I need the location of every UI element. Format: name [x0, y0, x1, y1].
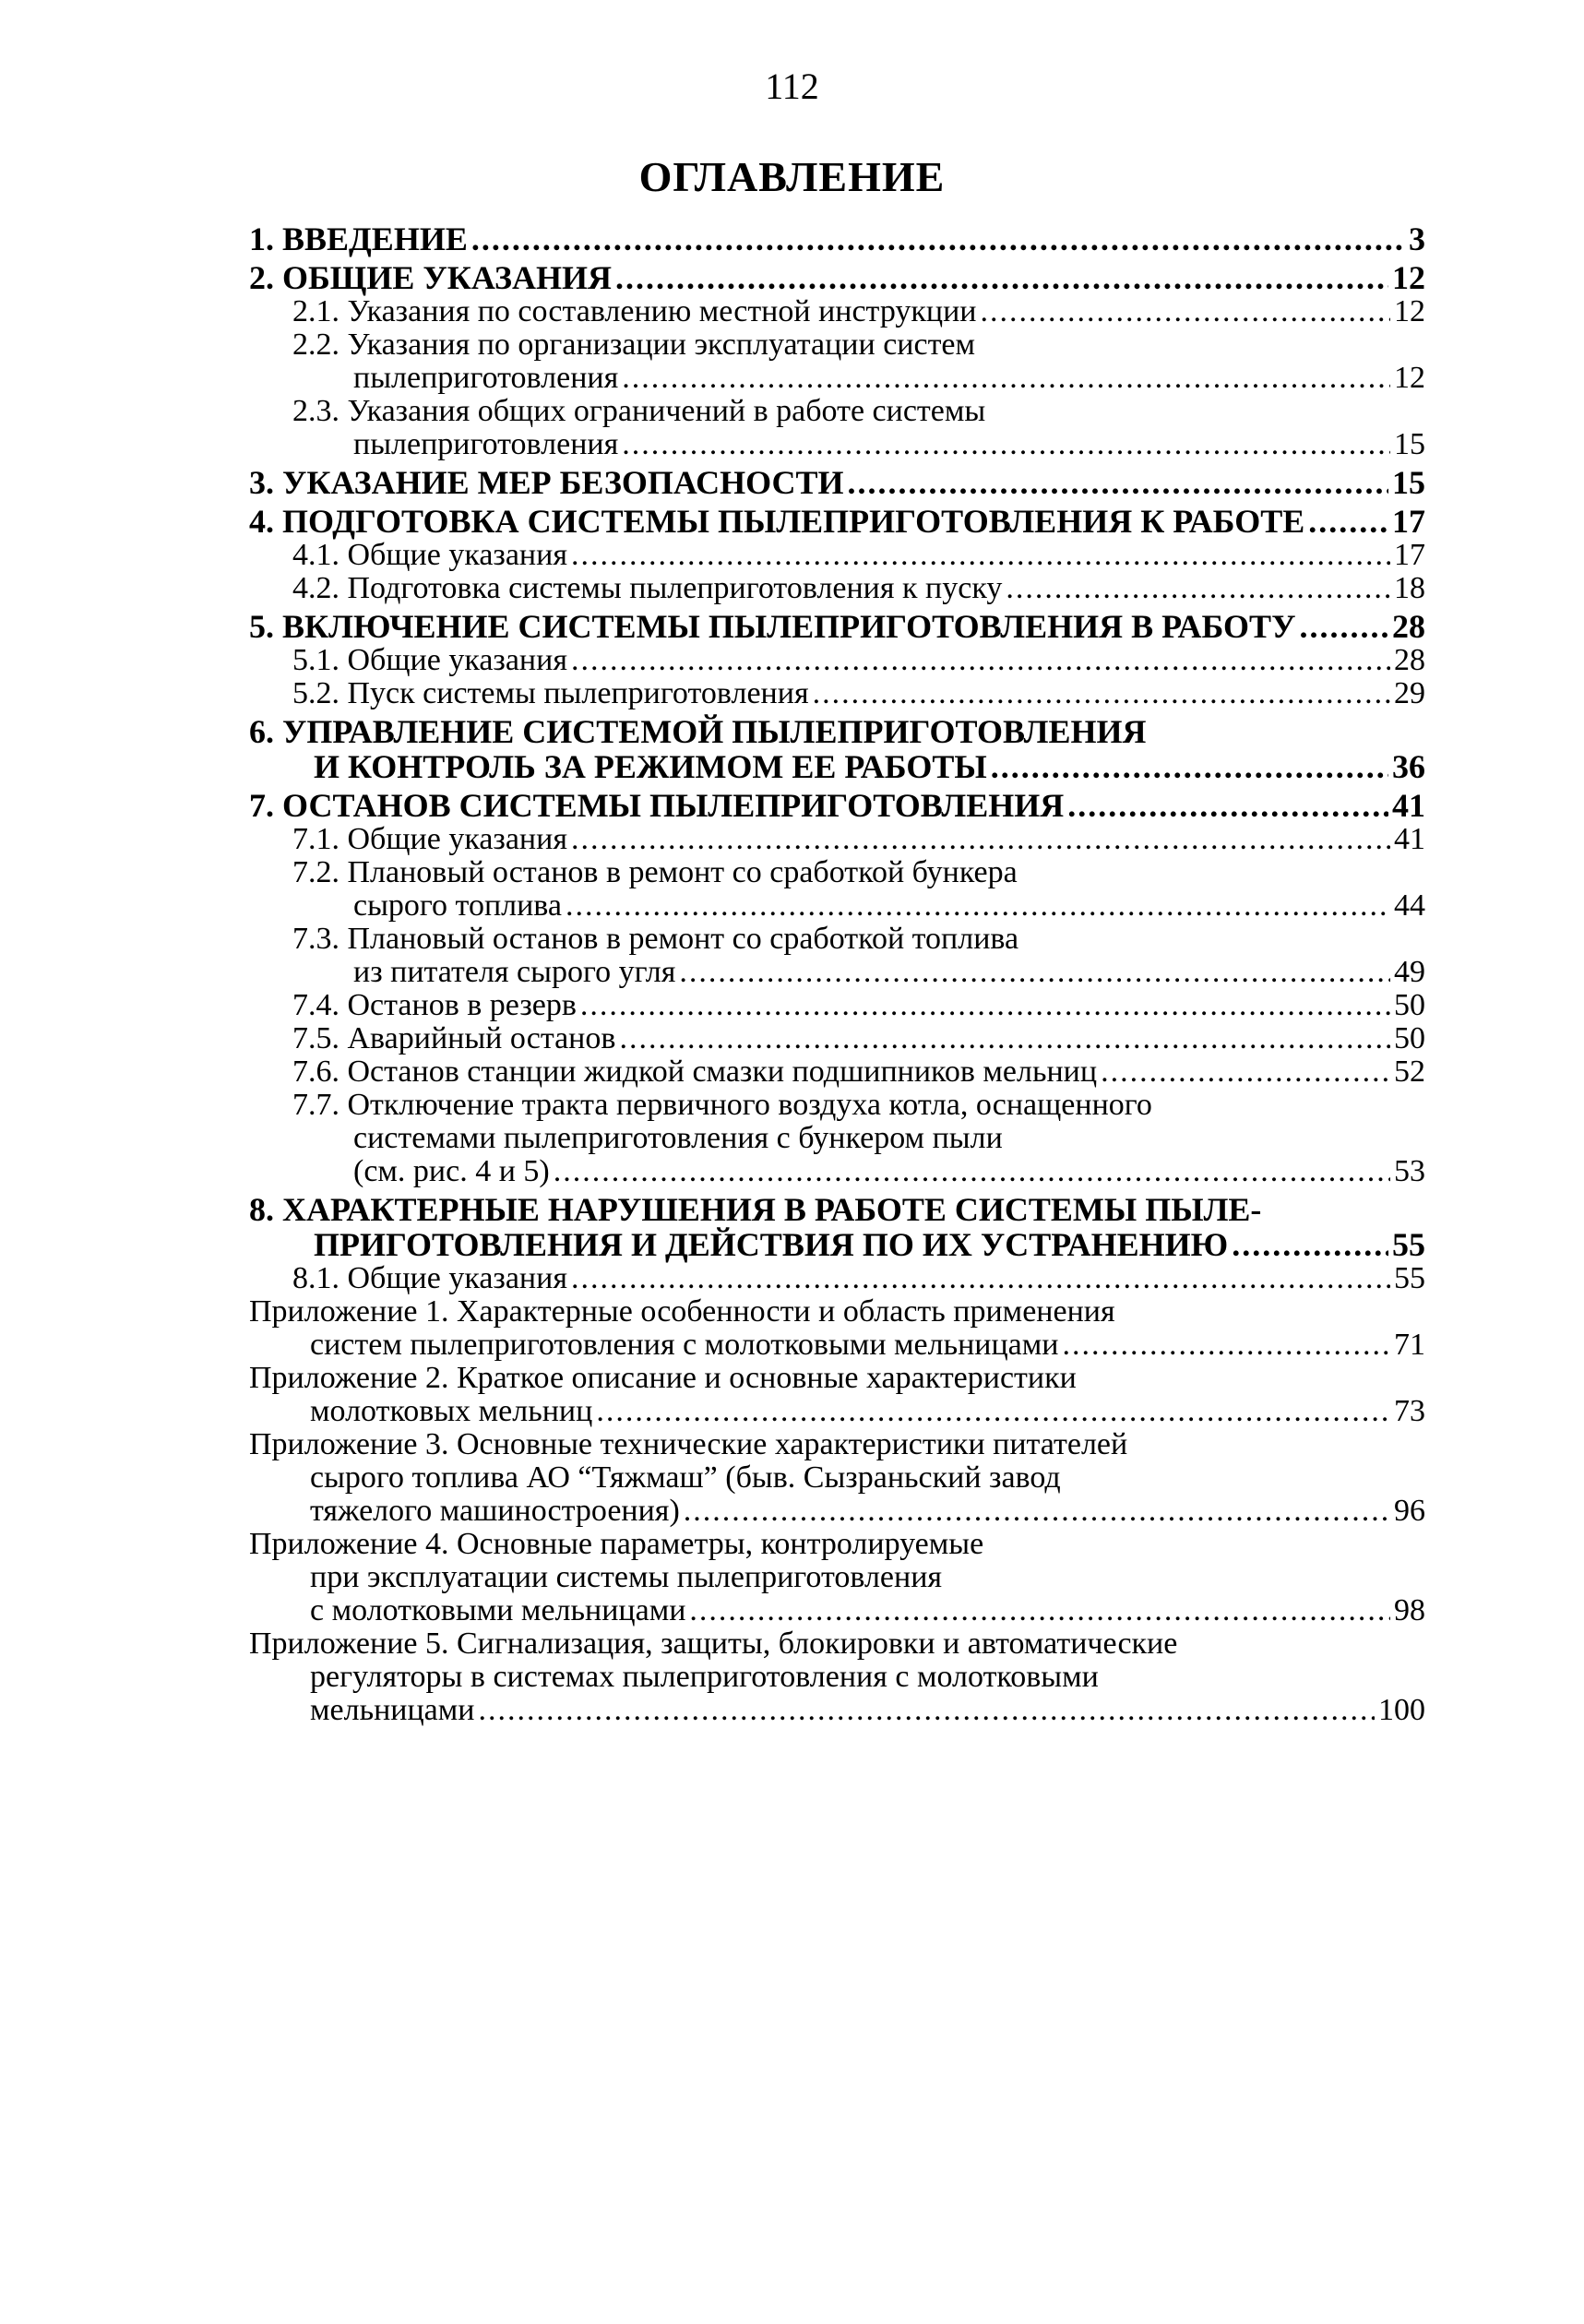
toc-entry-page: 36: [1392, 748, 1425, 785]
toc-entry-line: [292, 572, 1425, 605]
dot-leader: [571, 539, 1390, 572]
toc-entry-title: тяжелого машиностроения): [310, 1494, 680, 1528]
toc-entry-sub: [249, 856, 1425, 923]
toc-entry-line: [249, 788, 1425, 823]
toc-entry-page: 17: [1394, 538, 1425, 572]
toc-entry-text-line: системами пылеприготовления с бункером пыли: [353, 1121, 1003, 1155]
toc-entry-line: [292, 644, 1425, 677]
toc-entry-page: 52: [1394, 1055, 1425, 1089]
toc-entry-line: [249, 1594, 1425, 1627]
dot-leader: [813, 677, 1390, 710]
toc-entry-appendix: [249, 1295, 1425, 1362]
toc-entry-line: [292, 1055, 1425, 1089]
toc-entry-title: систем пылеприготовления с молотковыми мельницами: [310, 1328, 1059, 1362]
toc-entry-page: 3: [1409, 220, 1425, 257]
toc-entry-line: [249, 504, 1425, 539]
toc-entry-title: 7. ОСТАНОВ СИСТЕМЫ ПЫЛЕПРИГОТОВЛЕНИЯ: [249, 787, 1065, 824]
toc-entry-page: 41: [1392, 787, 1425, 824]
toc-entry-title: 8.1. Общие указания: [292, 1261, 567, 1295]
toc-entry-page: 55: [1394, 1261, 1425, 1295]
toc-entry-page: 50: [1394, 1021, 1425, 1055]
toc-entry-line: [292, 956, 1425, 989]
toc-entry-line: [249, 1495, 1425, 1528]
toc-entry-page: 15: [1394, 427, 1425, 461]
toc-entry-line: [292, 677, 1425, 710]
dot-leader: [622, 428, 1390, 461]
toc-entry-line: [292, 428, 1425, 461]
dot-leader: [615, 260, 1388, 295]
toc-entry-page: 49: [1394, 955, 1425, 989]
toc-title: ОГЛАВЛЕНИЕ: [638, 153, 946, 200]
toc-entry-title: молотковых мельниц: [310, 1394, 593, 1428]
toc-entry-text-line: при эксплуатации системы пылеприготовления: [310, 1560, 943, 1594]
toc-entry-title: 2. ОБЩИЕ УКАЗАНИЯ: [249, 259, 612, 296]
toc-entry-text-line: 7.7. Отключение тракта первичного воздуха котла, оснащенного: [292, 1088, 1152, 1122]
toc-entry-page: 96: [1394, 1494, 1425, 1528]
toc-entry-line: [249, 749, 1425, 784]
toc-entry-sub: [249, 677, 1425, 710]
toc-entry-page: 15: [1392, 464, 1425, 501]
toc-entry-line: [292, 1262, 1425, 1295]
dot-leader: [689, 1594, 1390, 1627]
toc-entry-title: из питателя сырого угля: [353, 955, 676, 989]
dot-leader: [596, 1395, 1390, 1428]
toc-entry-page: 73: [1394, 1394, 1425, 1428]
dot-leader: [571, 644, 1390, 677]
toc-entry-page: 12: [1394, 361, 1425, 395]
toc-entry-line: [292, 1155, 1425, 1188]
dot-leader: [478, 1694, 1375, 1727]
toc-entry-page: 17: [1392, 503, 1425, 540]
dot-leader: [1232, 1227, 1388, 1262]
toc-entry-page: 29: [1394, 676, 1425, 710]
toc-entry-text-line: Приложение 4. Основные параметры, контролируемые: [249, 1527, 984, 1561]
toc-entry-line: [249, 260, 1425, 295]
dot-leader: [554, 1155, 1390, 1188]
toc-entry-page: 98: [1394, 1593, 1425, 1627]
toc-entry-text-line: 8. ХАРАКТЕРНЫЕ НАРУШЕНИЯ В РАБОТЕ СИСТЕМЫ ПЫЛЕ-: [249, 1191, 1262, 1228]
toc-entry-chapter: [249, 260, 1425, 295]
toc-entry-title: с молотковыми мельницами: [310, 1593, 686, 1627]
toc-entry-title: 4. ПОДГОТОВКА СИСТЕМЫ ПЫЛЕПРИГОТОВЛЕНИЯ К РАБОТЕ: [249, 503, 1305, 540]
toc-entry-sub: [249, 644, 1425, 677]
toc-entry-title: 5.2. Пуск системы пылеприготовления: [292, 676, 809, 710]
dot-leader: [1062, 1329, 1390, 1362]
dot-leader: [848, 465, 1388, 500]
toc-entry-sub: [249, 989, 1425, 1022]
toc-entry-appendix: [249, 1362, 1425, 1428]
toc-entry-text-line: сырого топлива АО “Тяжмаш” (быв. Сызраньский завод: [310, 1460, 1061, 1495]
toc-entry-title: 7.4. Останов в резерв: [292, 988, 577, 1022]
toc-entry-title: И КОНТРОЛЬ ЗА РЕЖИМОМ ЕЕ РАБОТЫ: [314, 748, 987, 785]
dot-leader: [991, 749, 1388, 784]
table-of-contents: [249, 218, 1425, 1727]
toc-entry-page: 50: [1394, 988, 1425, 1022]
toc-entry-text-line: 2.2. Указания по организации эксплуатации систем: [292, 328, 976, 362]
toc-entry-line: [292, 989, 1425, 1022]
toc-entry-text-line: 7.3. Плановый останов в ремонт со сработкой топлива: [292, 922, 1019, 956]
toc-entry-title: 4.2. Подготовка системы пылеприготовления к пуску: [292, 571, 1003, 605]
toc-entry-sub: [249, 328, 1425, 395]
toc-entry-line: [249, 221, 1425, 256]
toc-entry-chapter: [249, 609, 1425, 644]
dot-leader: [1300, 609, 1389, 644]
toc-entry-chapter: [249, 504, 1425, 539]
toc-entry-line: [292, 295, 1425, 328]
toc-entry-line: [292, 889, 1425, 923]
toc-entry-text-line: Приложение 1. Характерные особенности и область применения: [249, 1294, 1115, 1329]
dot-leader: [679, 956, 1390, 989]
toc-entry-chapter: [249, 788, 1425, 823]
toc-entry-line: [249, 609, 1425, 644]
toc-entry-page: 71: [1394, 1328, 1425, 1362]
toc-entry-title: 1. ВВЕДЕНИЕ: [249, 220, 468, 257]
toc-entry-title: пылеприготовления: [353, 361, 619, 395]
dot-leader: [1006, 572, 1390, 605]
toc-entry-page: 28: [1392, 608, 1425, 645]
toc-entry-text-line: 2.3. Указания общих ограничений в работе системы: [292, 394, 986, 428]
toc-entry-line: [249, 1694, 1425, 1727]
toc-entry-chapter: [249, 465, 1425, 500]
toc-entry-appendix: [249, 1528, 1425, 1627]
toc-entry-page: 53: [1394, 1154, 1425, 1188]
dot-leader: [580, 989, 1390, 1022]
toc-entry-page: 41: [1394, 822, 1425, 856]
toc-entry-line: [249, 1227, 1425, 1262]
toc-entry-sub: [249, 1055, 1425, 1089]
dot-leader: [471, 221, 1405, 256]
toc-entry-title: мельницами: [310, 1693, 475, 1727]
toc-entry-sub: [249, 295, 1425, 328]
toc-entry-text-line: 7.2. Плановый останов в ремонт со сработкой бункера: [292, 855, 1018, 889]
dot-leader: [684, 1495, 1390, 1528]
dot-leader: [1067, 788, 1388, 823]
dot-leader: [571, 1262, 1390, 1295]
toc-entry-appendix: [249, 1428, 1425, 1528]
toc-entry-sub: [249, 823, 1425, 856]
toc-entry-page: 18: [1394, 571, 1425, 605]
toc-entry-title: 7.1. Общие указания: [292, 822, 567, 856]
toc-entry-line: [292, 1022, 1425, 1055]
toc-entry-title: 3. УКАЗАНИЕ МЕР БЕЗОПАСНОСТИ: [249, 464, 844, 501]
toc-entry-line: [292, 362, 1425, 395]
toc-entry-line: [249, 465, 1425, 500]
toc-entry-sub: [249, 1089, 1425, 1188]
toc-entry-title: сырого топлива: [353, 888, 562, 923]
toc-entry-sub: [249, 572, 1425, 605]
toc-entry-appendix: [249, 1627, 1425, 1727]
toc-entry-title: 7.6. Останов станции жидкой смазки подшипников мельниц: [292, 1055, 1098, 1089]
toc-entry-page: 100: [1378, 1693, 1425, 1727]
dot-leader: [566, 889, 1390, 923]
toc-entry-line: [292, 823, 1425, 856]
toc-entry-title: 2.1. Указания по составлению местной инструкции: [292, 294, 977, 328]
toc-entry-title: ПРИГОТОВЛЕНИЯ И ДЕЙСТВИЯ ПО ИХ УСТРАНЕНИЮ: [314, 1226, 1229, 1263]
toc-entry-sub: [249, 395, 1425, 461]
toc-entry-chapter: [249, 221, 1425, 256]
toc-entry-text-line: Приложение 3. Основные технические характеристики питателей: [249, 1427, 1128, 1461]
toc-entry-sub: [249, 1022, 1425, 1055]
toc-entry-text-line: Приложение 2. Краткое описание и основные характеристики: [249, 1361, 1077, 1395]
toc-entry-chapter: [249, 1192, 1425, 1262]
dot-leader: [1308, 504, 1388, 539]
toc-entry-text-line: Приложение 5. Сигнализация, защиты, блокировки и автоматические: [249, 1627, 1178, 1661]
toc-entry-text-line: регуляторы в системах пылеприготовления с молотковыми: [310, 1660, 1099, 1694]
toc-entry-text-line: 6. УПРАВЛЕНИЕ СИСТЕМОЙ ПЫЛЕПРИГОТОВЛЕНИЯ: [249, 713, 1147, 750]
toc-entry-title: 4.1. Общие указания: [292, 538, 567, 572]
toc-entry-line: [249, 1329, 1425, 1362]
dot-leader: [1101, 1055, 1390, 1089]
dot-leader: [980, 295, 1390, 328]
dot-leader: [622, 362, 1390, 395]
toc-entry-page: 55: [1392, 1226, 1425, 1263]
toc-entry-title: 5. ВКЛЮЧЕНИЕ СИСТЕМЫ ПЫЛЕПРИГОТОВЛЕНИЯ В РАБОТУ: [249, 608, 1296, 645]
toc-entry-title: 7.5. Аварийный останов: [292, 1021, 616, 1055]
toc-entry-page: 44: [1394, 888, 1425, 923]
dot-leader: [571, 823, 1390, 856]
toc-entry-title: 5.1. Общие указания: [292, 643, 567, 677]
toc-entry-sub: [249, 1262, 1425, 1295]
dot-leader: [619, 1022, 1390, 1055]
page-number: 112: [765, 66, 819, 107]
toc-entry-page: 12: [1392, 259, 1425, 296]
toc-entry-title: пылеприготовления: [353, 427, 619, 461]
toc-entry-chapter: [249, 714, 1425, 784]
toc-entry-line: [292, 539, 1425, 572]
toc-entry-sub: [249, 539, 1425, 572]
toc-entry-line: [249, 1395, 1425, 1428]
toc-entry-page: 12: [1394, 294, 1425, 328]
toc-entry-sub: [249, 923, 1425, 989]
toc-entry-page: 28: [1394, 643, 1425, 677]
toc-entry-title: (см. рис. 4 и 5): [353, 1154, 550, 1188]
